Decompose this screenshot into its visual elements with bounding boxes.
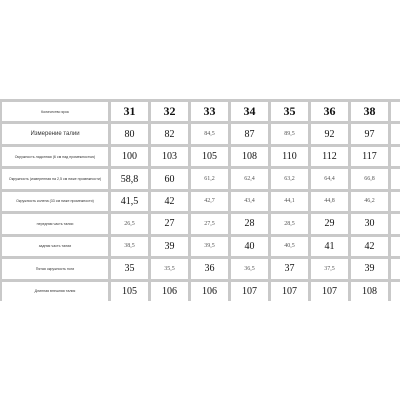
size-header-cell: 35 — [271, 102, 308, 121]
value-cell: 107 — [271, 282, 308, 301]
value-cell: 117 — [351, 147, 388, 166]
edge-cell — [391, 169, 400, 188]
value-cell: 35,5 — [151, 259, 188, 278]
value-cell: 36,5 — [231, 259, 268, 278]
size-chart — [0, 99, 400, 301]
value-cell: 108 — [351, 282, 388, 301]
value-cell: 100 — [111, 147, 148, 166]
value-cell: 41 — [311, 237, 348, 256]
value-cell: 105 — [191, 147, 228, 166]
size-header-cell: 32 — [151, 102, 188, 121]
value-cell: 103 — [151, 147, 188, 166]
size-header-cell: 33 — [191, 102, 228, 121]
value-cell: 28,5 — [271, 214, 308, 233]
size-header-cell: 31 — [111, 102, 148, 121]
edge-cell — [391, 214, 400, 233]
value-cell: 89,5 — [271, 124, 308, 143]
value-cell: 84,5 — [191, 124, 228, 143]
edge-cell — [391, 124, 400, 143]
value-cell: 39 — [151, 237, 188, 256]
value-cell: 38,5 — [111, 237, 148, 256]
value-cell: 107 — [231, 282, 268, 301]
value-cell: 58,8 — [111, 169, 148, 188]
value-cell: 35 — [111, 259, 148, 278]
edge-cell — [391, 192, 400, 211]
value-cell: 61,2 — [191, 169, 228, 188]
value-cell: 60 — [151, 169, 188, 188]
edge-cell — [391, 147, 400, 166]
row-label: Окружность ладонная (6 см над промежностью) — [2, 147, 108, 166]
value-cell: 28 — [231, 214, 268, 233]
value-cell: 92 — [311, 124, 348, 143]
value-cell: 39,5 — [191, 237, 228, 256]
value-cell: 105 — [111, 282, 148, 301]
value-cell: 106 — [151, 282, 188, 301]
value-cell: 110 — [271, 147, 308, 166]
value-cell: 44,1 — [271, 192, 308, 211]
value-cell: 42 — [351, 237, 388, 256]
value-cell: 82 — [151, 124, 188, 143]
edge-cell — [391, 259, 400, 278]
value-cell: 108 — [231, 147, 268, 166]
value-cell: 41,5 — [111, 192, 148, 211]
row-label: Количество ярок — [2, 102, 108, 121]
value-cell: 66,8 — [351, 169, 388, 188]
value-cell: 80 — [111, 124, 148, 143]
size-table — [2, 99, 400, 301]
row-label: передняя часть талии — [2, 214, 108, 233]
row-label: Окружность колена (33 см ниже промежности) — [2, 192, 108, 211]
row-label: Измерение талии — [2, 124, 108, 143]
value-cell: 106 — [191, 282, 228, 301]
row-label: Окружность (измеренная на 2,5 см ниже промежности) — [2, 169, 108, 188]
row-label: Пятая окружность ноги — [2, 259, 108, 278]
value-cell: 37 — [271, 259, 308, 278]
value-cell: 112 — [311, 147, 348, 166]
value-cell: 40,5 — [271, 237, 308, 256]
value-cell: 44,8 — [311, 192, 348, 211]
value-cell: 37,5 — [311, 259, 348, 278]
value-cell: 26,5 — [111, 214, 148, 233]
row-label: Длинная внешняя талия — [2, 282, 108, 301]
value-cell: 64,4 — [311, 169, 348, 188]
size-header-cell: 34 — [231, 102, 268, 121]
value-cell: 36 — [191, 259, 228, 278]
value-cell: 27,5 — [191, 214, 228, 233]
value-cell: 42 — [151, 192, 188, 211]
value-cell: 30 — [351, 214, 388, 233]
size-header-cell: 38 — [351, 102, 388, 121]
value-cell: 107 — [311, 282, 348, 301]
value-cell: 63,2 — [271, 169, 308, 188]
value-cell: 62,4 — [231, 169, 268, 188]
value-cell: 40 — [231, 237, 268, 256]
value-cell: 43,4 — [231, 192, 268, 211]
edge-cell — [391, 237, 400, 256]
size-header-cell: 36 — [311, 102, 348, 121]
value-cell: 42,7 — [191, 192, 228, 211]
edge-cell — [391, 102, 400, 121]
value-cell: 46,2 — [351, 192, 388, 211]
value-cell: 97 — [351, 124, 388, 143]
value-cell: 27 — [151, 214, 188, 233]
row-label: задняя часть талии — [2, 237, 108, 256]
value-cell: 87 — [231, 124, 268, 143]
value-cell: 29 — [311, 214, 348, 233]
edge-cell — [391, 282, 400, 301]
value-cell: 39 — [351, 259, 388, 278]
